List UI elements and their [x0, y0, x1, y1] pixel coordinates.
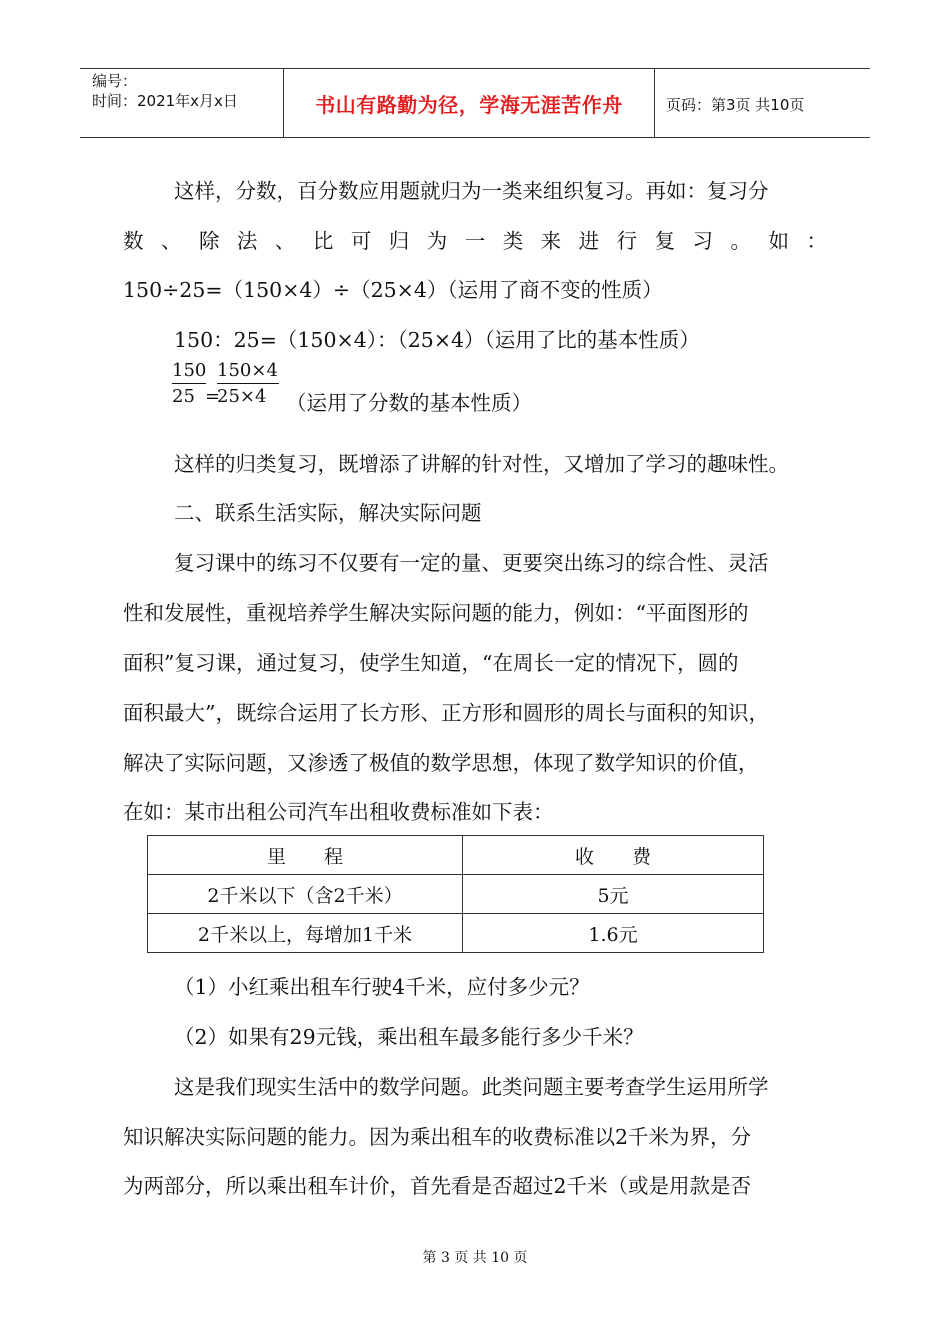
table-header-distance: 里 程: [148, 836, 463, 875]
justified-char: 如: [768, 229, 789, 253]
paragraph-line: 面积”复习课，通过复习，使学生知道，“在周长一定的情况下，圆的: [123, 651, 739, 675]
justified-char: 、: [274, 229, 296, 253]
fraction-bar: [217, 383, 279, 384]
justified-char: 复: [654, 229, 676, 253]
equation-ratio: 150：25=（150×4）：（25×4）（运用了比的基本性质）: [174, 328, 700, 352]
paragraph-line: 解决了实际问题，又渗透了极值的数学思想，体现了数学知识的价值，: [123, 751, 759, 775]
fee-table: [147, 835, 764, 953]
equation-quotient: 150÷25=（150×4）÷（25×4）（运用了商不变的性质）: [123, 278, 663, 302]
justified-char: 类: [502, 229, 524, 253]
question-2: （2）如果有29元钱，乘出租车最多能行多少千米？: [174, 1025, 644, 1049]
header-meta: [92, 71, 238, 111]
table-row: [148, 914, 764, 953]
justified-char: 来: [540, 229, 562, 253]
justified-char: 一: [464, 229, 486, 253]
paragraph-line: 知识解决实际问题的能力。因为乘出租车的收费标准以2千米为界，分: [123, 1125, 752, 1149]
header-page-info: 页码：第3页 共10页: [666, 96, 805, 114]
fraction-equals: =: [205, 386, 221, 407]
justified-char: 法: [236, 229, 258, 253]
paragraph-line: 这样的归类复习，既增添了讲解的针对性，又增加了学习的趣味性。: [174, 452, 789, 476]
paragraph-line: 面积最大”，既综合运用了长方形、正方形和圆形的周长与面积的知识，: [123, 701, 769, 725]
paragraph-line: 为两部分，所以乘出租车计价，首先看是否超过2千米（或是用款是否: [123, 1174, 752, 1198]
justified-char: 行: [616, 229, 638, 253]
paragraph-line: 性和发展性，重视培养学生解决实际问题的能力，例如：“平面图形的: [123, 601, 749, 625]
date-label: 时间：2021年x月x日: [92, 92, 238, 110]
justified-char: 归: [388, 229, 410, 253]
header-motto: 书山有路勤为径，学海无涯苦作舟: [315, 93, 623, 117]
section-heading: 二、联系生活实际，解决实际问题: [174, 501, 482, 525]
header-divider-right: [654, 69, 655, 137]
fraction-numerator: 150: [172, 360, 207, 381]
justified-char: 。: [730, 229, 751, 253]
paragraph-line: 这是我们现实生活中的数学问题。此类问题主要考查学生运用所学: [174, 1075, 769, 1099]
justified-char: 进: [578, 229, 600, 253]
table-header-fee: 收 费: [463, 836, 764, 875]
paragraph-line: 复习课中的练习不仅要有一定的量、更要突出练习的综合性、灵活: [174, 551, 769, 575]
justified-char: ：: [806, 229, 827, 253]
justified-char: 、: [160, 229, 182, 253]
justified-char: 数: [123, 229, 144, 253]
justified-char: 习: [692, 229, 714, 253]
fraction-numerator: 150×4: [217, 360, 278, 381]
question-1: （1）小红乘出租车行驶4千米，应付多少元？: [174, 975, 590, 999]
paragraph-line: 这样，分数，百分数应用题就归为一类来组织复习。再如：复习分: [174, 179, 769, 203]
justified-char: 比: [312, 229, 334, 253]
page-footer: 第 3 页 共 10 页: [422, 1250, 528, 1266]
justified-char: 为: [426, 229, 448, 253]
table-cell: 2千米以上，每增加1千米: [148, 914, 463, 953]
paragraph-line: 在如：某市出租公司汽车出租收费标准如下表：: [123, 800, 554, 824]
document-header: [80, 68, 870, 138]
number-label: 编号：: [92, 72, 138, 90]
table-header-row: [148, 836, 764, 875]
justified-char: 可: [350, 229, 372, 253]
paragraph-line-justified: [123, 224, 827, 254]
table-cell: 5元: [463, 875, 764, 914]
fraction-denominator: 25: [172, 386, 195, 407]
fraction-bar: [172, 383, 206, 384]
table-cell: 1.6元: [463, 914, 764, 953]
fraction-note: （运用了分数的基本性质）: [286, 391, 532, 415]
table-cell: 2千米以下（含2千米）: [148, 875, 463, 914]
fraction-denominator: 25×4: [217, 386, 267, 407]
justified-char: 除: [198, 229, 220, 253]
table-row: [148, 875, 764, 914]
